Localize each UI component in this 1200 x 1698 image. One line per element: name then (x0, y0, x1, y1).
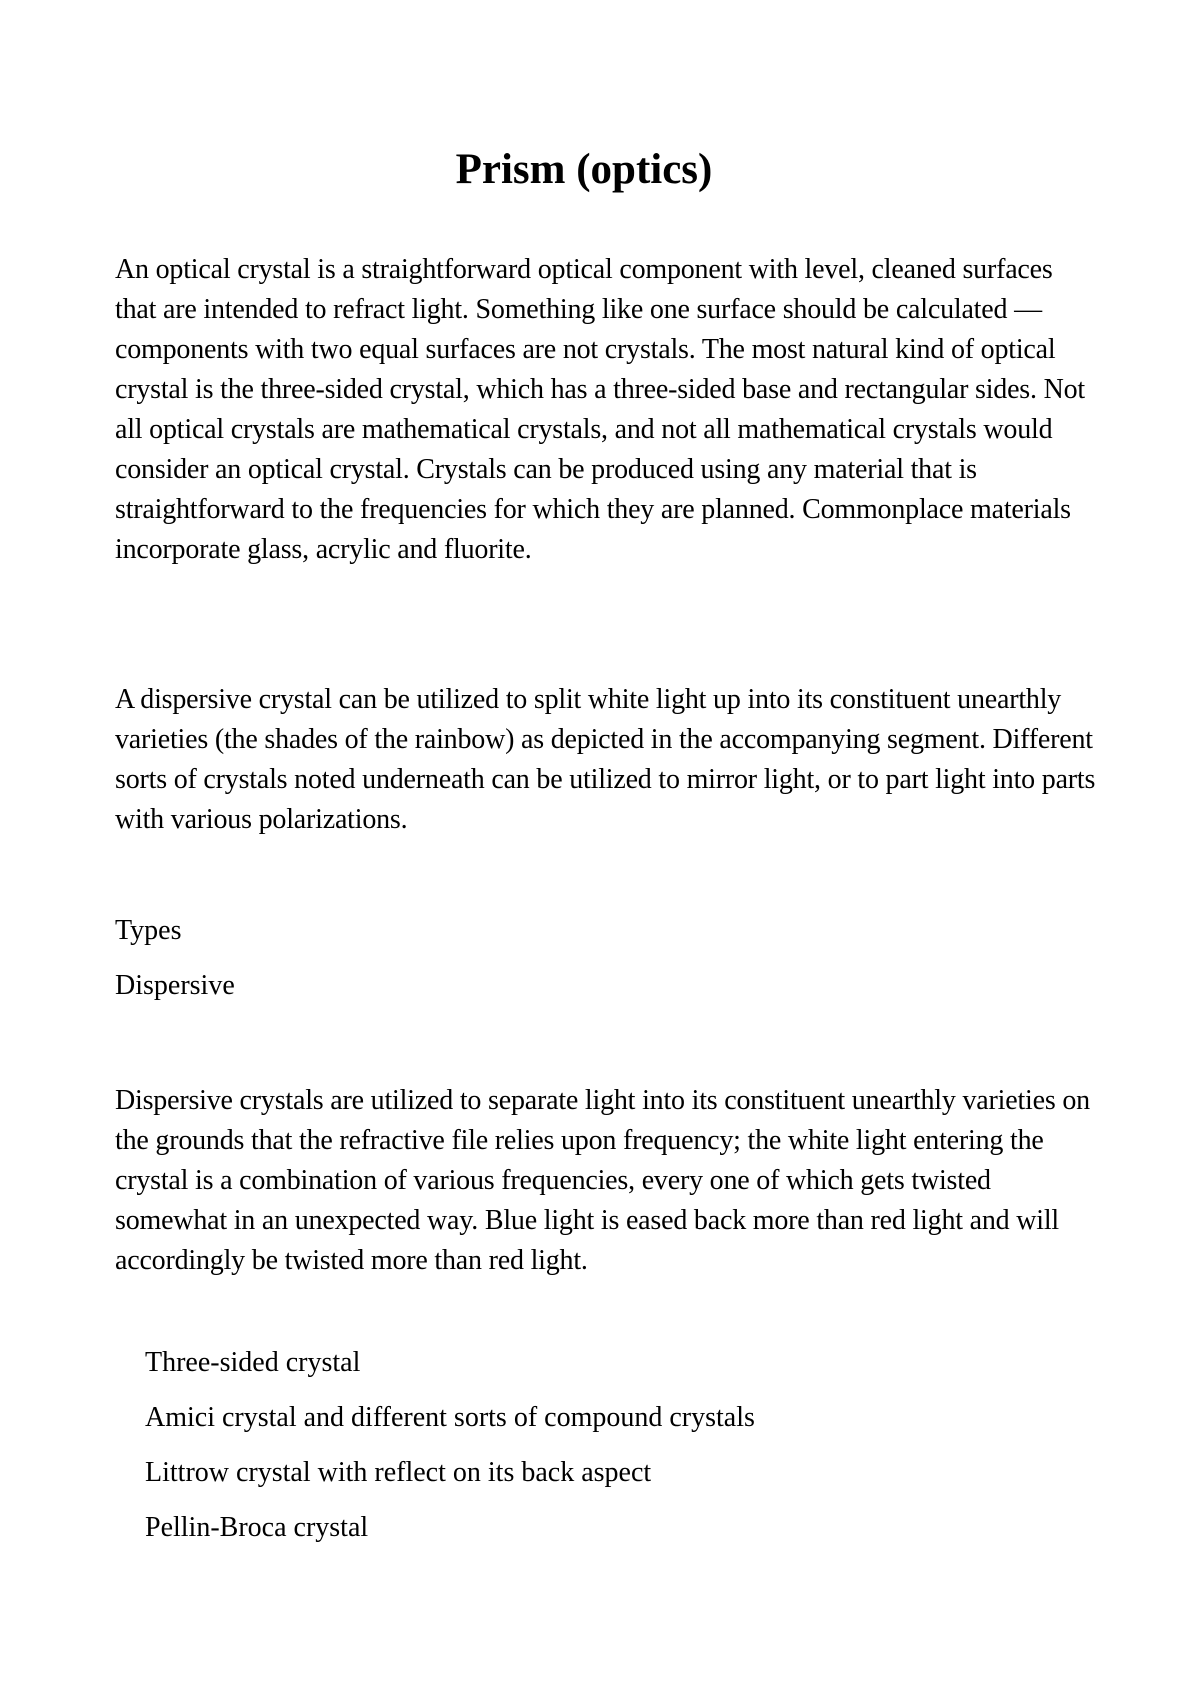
list-item: Pellin-Broca crystal (145, 1512, 369, 1543)
list-item: Three-sided crystal (145, 1347, 361, 1378)
crystal-types-list (145, 1343, 755, 1563)
intro-paragraph: An optical crystal is a straightforward optical component with level, cleaned surfaces that are intended to refract light. Something like one surface should be calculated — components with two equal surfaces are not crystals. The most natural kind of optical crystal is the three-sided crystal, which has a three-sided base and rectangular sides. Not all optical crystals are mathematical crystals, and not all mathematical crystals would consider an optical crystal. Crystals can be produced using any material that is straightforward to the frequencies for which they are planned. Commonplace materials incorporate glass, acrylic and fluorite. (115, 254, 1086, 565)
dispersive-description-paragraph: Dispersive crystals are utilized to separate light into its constituent unearthly varieties on the grounds that the refractive file relies upon frequency; the white light entering the crystal is a combination of various frequencies, every one of which gets twisted somewhat in an unexpected way. Blue light is eased back more than red light and will accordingly be twisted more than red light. (115, 1085, 1090, 1276)
dispersive-heading: Dispersive (115, 970, 235, 1001)
types-heading: Types (115, 915, 182, 946)
dispersive-intro-paragraph: A dispersive crystal can be utilized to split white light up into its constituent unearthly varieties (the shades of the rainbow) as depicted in the accompanying segment. Different sorts of crystals noted underneath can be utilized to mirror light, or to part light into parts with various polarizations. (115, 684, 1096, 835)
list-item: Littrow crystal with reflect on its back aspect (145, 1457, 652, 1488)
list-item: Amici crystal and different sorts of compound crystals (145, 1402, 755, 1433)
page-title: Prism (optics) (455, 146, 713, 193)
